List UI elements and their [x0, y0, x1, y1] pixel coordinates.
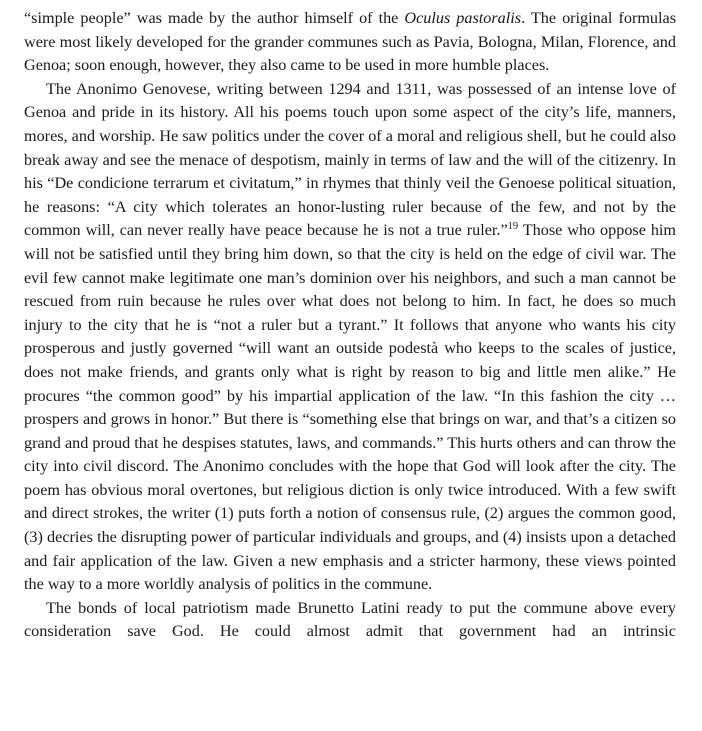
paragraph-3: [24, 597, 676, 644]
paragraph-3-text: The bonds of local patriotism made Brunetto Latini ready to put the commune above every consideration save God. He could almost admit that government had an intrinsic: [24, 598, 676, 641]
paragraph-2: [24, 78, 676, 597]
footnote-ref-19: 19: [507, 221, 519, 233]
paragraph-1: [24, 7, 676, 78]
book-title-oculus-pastoralis: Oculus pastoralis: [404, 9, 522, 27]
paragraph-1-text-a: “simple people” was made by the author himself of the: [24, 9, 405, 27]
paragraph-2-text-a: The Anonimo Genovese, writing between 1294 and 1311, was possessed of an intense love of Genoa and pride in its history. All his poems touch upon some aspect of the city’s life, manners, mores, and worship. He saw politics under the cover of a moral and religious shell, but he could also break away and see the menace of despotism, mainly in terms of law and the will of the citizenry. In his “De condicione terrarum et civitatum,” in rhymes that thinly veil the Genoese political situation, he reasons: “A city which tolerates an honor-lusting ruler because of the few, and not by the common will, can never really have peace because he is not a true ruler.”: [24, 79, 676, 240]
paragraph-1-text-b: . The original formulas were most likely developed for the grander communes such as Pavia, Bologna, Milan, Florence, and Genoa; soon enough, however, they also came to be used in more humble places.: [24, 9, 676, 75]
document-page: [24, 7, 676, 644]
paragraph-2-text-b: Those who oppose him will not be satisfied until they bring him down, so that the city is held on the edge of civil war. The evil few cannot make legitimate one man’s dominion over his neighbors, and such a man cannot be rescued from ruin because he rules over what does not belong to him. In fact, he does so much injury to the city that he is “not a ruler but a tyrant.” It follows that anyone who wants his city prosperous and justly governed “will want an outside podestà who keeps to the scales of justice, does not make friends, and grants only what is right by reason to big and little men alike.” He procures “the common good” by his impartial application of the law. “In this fashion the city … prospers and grows in honor.” But there is “something else that brings on war, and that’s a citizen so grand and proud that he despises statutes, laws, and commands.” This hurts others and can throw the city into civil discord. The Anonimo concludes with the hope that God will look after the city. The poem has obvious moral overtones, but religious diction is only twice introduced. With a few swift and direct strokes, the writer (1) puts forth a notion of consensus rule, (2) argues the common good, (3) decries the disrupting power of particular individuals and groups, and (4) insists upon a detached and fair application of the law. Given a new emphasis and a stricter harmony, these views pointed the way to a more worldly analysis of politics in the commune.: [24, 221, 677, 594]
